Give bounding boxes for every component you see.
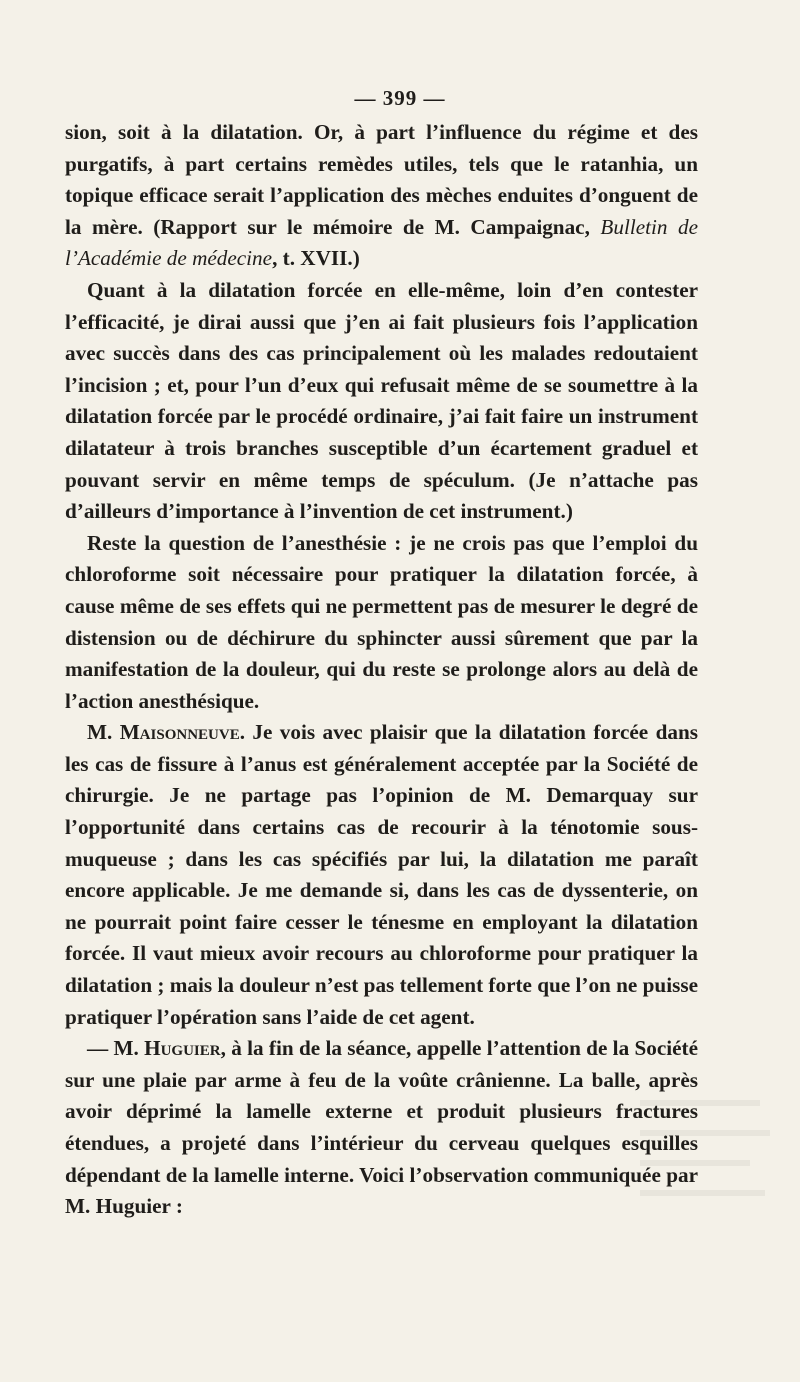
paragraph-maisonneuve bbox=[65, 717, 698, 1033]
speaker-name: Huguier bbox=[144, 1036, 221, 1061]
paragraph-anesthesia: Reste la question de l’anesthésie : je ne crois pas que l’emploi du chloroforme soit nécessaire pour pratiquer la dilatation forcée, à cause même de ses effets qui ne permettent pas de mesurer le degré de distension ou de déchirure du sphincter aussi sûrement que par la manifestation de la douleur, qui du reste se prolonge alors au delà de l’action anesthésique. bbox=[65, 530, 698, 713]
paragraph-dilatation: Quant à la dilatation forcée en elle-même, loin d’en contester l’efficacité, je dirai aussi que j’en ai fait plusieurs fois l’application avec succès dans des cas principalement où les malades redoutaient l’incision ; et, pour l’un d’eux qui refusait même de se soumettre à la dilatation forcée par le procédé ordinaire, j’ai fait faire un instrument dilatateur à trois branches susceptible d’un écartement graduel et pouvant servir en même temps de spéculum. (Je n’attache pas d’ailleurs d’importance à l’invention de cet instrument.) bbox=[65, 277, 698, 524]
journal-title: Bulletin de l’Académie de médecine bbox=[65, 214, 699, 271]
speaker-prefix: — M. bbox=[87, 1036, 145, 1061]
paragraph-huguier bbox=[65, 1033, 698, 1223]
speaker-name: Maisonneuve bbox=[119, 720, 240, 745]
paragraph-text: , t. XVII.) bbox=[272, 246, 360, 271]
bleed-through-texture bbox=[640, 1090, 780, 1210]
paragraph-campaignac-report bbox=[65, 117, 698, 275]
paragraph-text: . Je vois avec plaisir que la dilatation forcée dans les cas de fissure à l’anus est généralement acceptée par la Société de chirurgie. Je ne partage pas l’opinion de M. Demarquay sur l’opportunité dans certains cas de recourir à la ténotomie sous-muqueuse ; dans les cas spécifiés par lui, la dilatation me paraît encore applicable. Je me demande si, dans les cas de dyssenterie, on ne pourrait point faire cesser le ténesme en employant la dilatation forcée. Il vaut mieux avoir recours au chloroforme pour pratiquer la dilatation ; mais la douleur n’est pas tellement forte que l’on ne puisse pratiquer l’opération sans l’aide de cet agent. bbox=[65, 720, 698, 1029]
speaker-prefix: M. bbox=[87, 720, 120, 745]
paragraph-text: , à la fin de la séance, appelle l’attention de la Société sur une plaie par arme à feu de la voûte crânienne. La balle, après avoir déprimé la lamelle externe et produit plusieurs fractures étendues, a projeté dans l’intérieur du cerveau quelques esquilles dépendant de la lamelle interne. Voici l’observation communiquée par M. Huguier : bbox=[65, 1036, 698, 1219]
body-text bbox=[65, 117, 698, 1223]
page-number: — 399 — bbox=[354, 86, 446, 110]
paragraph-text: sion, soit à la dilatation. Or, à part l’influence du régime et des purgatifs, à part certains remèdes utiles, tels que le ratanhia, un topique efficace serait l’application des mèches enduites d’onguent de la mère. (Rapport sur le mémoire de M. Campaignac, bbox=[65, 120, 698, 239]
